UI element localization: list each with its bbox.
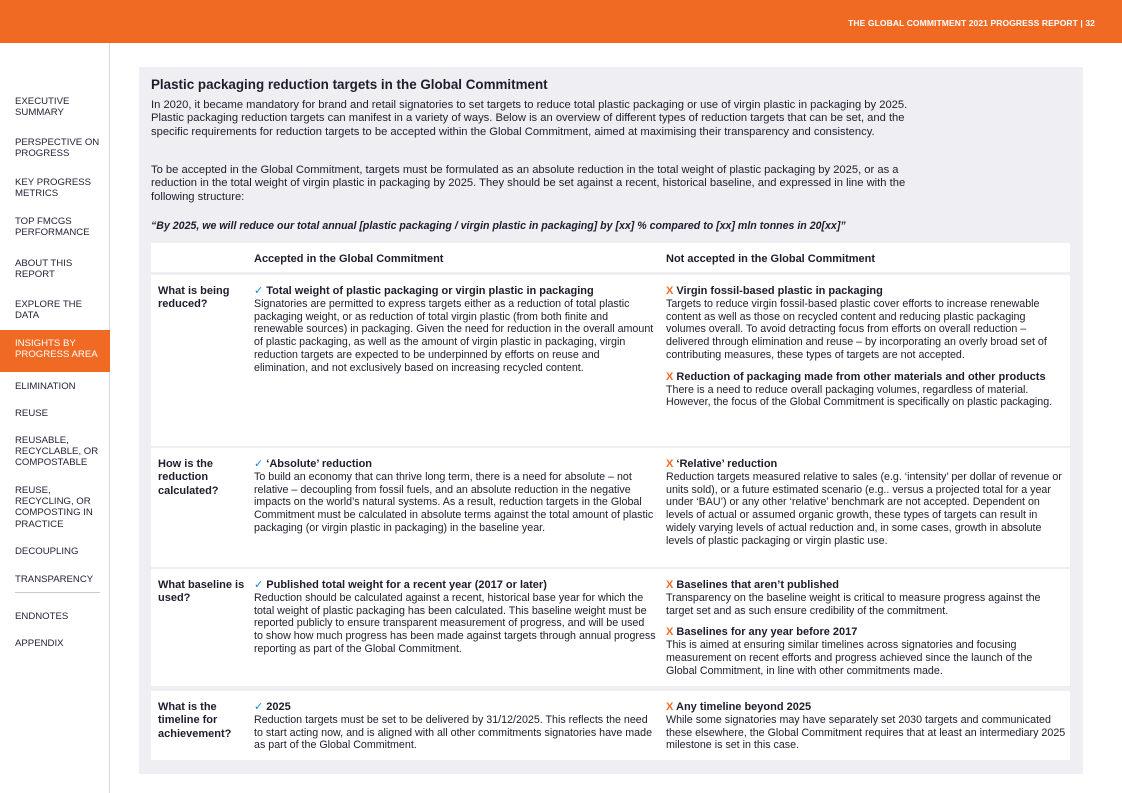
nav-item-elimination[interactable]: ELIMINATION [15, 381, 76, 392]
rejected-text: Targets to reduce virgin fossil-based plastic cover efforts to increase renewable content as well as those on recycled content and reducing plastic packaging volumes overall. To avoid detracting focus from efforts on overall reduction – delivered through elimination and reuse – by incorporating an overly broad set of contributing measures, these types of targets are not accepted. [666, 297, 1047, 361]
rejected-text: While some signatories may have separately set 2030 targets and communicated these elsewhere, the Global Commitment requires that at least an intermediary 2025 milestone is set in this case. [666, 713, 1066, 752]
nav-item-reusable-recyclable-compostable[interactable]: REUSABLE, RECYCLABLE, OR COMPOSTABLE [15, 435, 99, 469]
row-question: What is the timeline for achievement? [158, 701, 232, 740]
table-row [151, 569, 1070, 686]
rejected-title: Baselines that aren’t published [676, 579, 839, 591]
nav-item-perspective-on-progress[interactable]: PERSPECTIVE ON PROGRESS [15, 137, 100, 160]
rejected-cell [666, 458, 1066, 548]
table-header [151, 243, 1070, 272]
accepted-title: Published total weight for a recent year (2017 or later) [266, 579, 547, 591]
accepted-cell [254, 458, 656, 535]
cross-icon: X [666, 626, 674, 639]
nav-item-insights-by-progress-area[interactable]: INSIGHTS BY PROGRESS AREA [0, 330, 110, 372]
rejected-text: Transparency on the baseline weight is critical to measure progress against the target set and as such ensure credibility of the commitment. [666, 591, 1041, 617]
page-title: Plastic packaging reduction targets in the Global Commitment [151, 77, 548, 92]
cross-icon: X [666, 285, 674, 297]
sidebar-nav [0, 43, 110, 793]
accepted-text: Signatories are permitted to express targets either as a reduction of total plastic packaging weight, or as reduction of total virgin plastic (from both finite and renewable sources) in packaging. Given the need for reduction in the overall amount of plastic packaging, as well as the amount of virgin plastic in packaging, virgin reduction targets are expected to be underpinned by efforts on reuse and elimination, and not exclusively based on increasing recycled content. [254, 297, 654, 374]
rejected-title: Reduction of packaging made from other materials and other products [676, 370, 1046, 383]
nav-item-top-fmcgs-performance[interactable]: TOP FMCGS PERFORMANCE [15, 216, 90, 239]
accepted-text: Reduction should be calculated against a recent, historical base year for which the total weight of plastic packaging has been calculated. This baseline weight must be reported publicly to ensure transparent measurement of progress, and will be used to show how much progress has been made against targets through annual progress reporting as part of the Global Commitment. [254, 591, 656, 655]
row-question: What baseline is used? [158, 579, 245, 605]
nav-item-endnotes[interactable]: ENDNOTES [15, 611, 69, 622]
rejected-title: Virgin fossil-based plastic in packaging [676, 285, 883, 297]
table-row [151, 275, 1070, 446]
check-icon: ✓ [254, 579, 264, 591]
cross-icon: X [666, 458, 674, 470]
nav-item-reuse-recycling-composting[interactable]: REUSE, RECYCLING, OR COMPOSTING IN PRACTICE [15, 485, 93, 530]
nav-item-about-this-report[interactable]: ABOUT THIS REPORT [15, 258, 73, 281]
nav-item-transparency[interactable]: TRANSPARENCY [15, 574, 94, 585]
intro-paragraph: In 2020, it became mandatory for brand and retail signatories to set targets to reduce total plastic packaging or use of virgin plastic in packaging by 2025. Plastic packaging reduction targets can manifest in a variety of ways. Below is an overview of different types of reduction targets that can be set, and the specific requirements for reduction targets to be accepted within the Global Commitment, aimed at maximising their transparency and consistency. [151, 99, 908, 138]
nav-item-executive-summary[interactable]: EXECUTIVE SUMMARY [15, 96, 70, 119]
cross-icon: X [666, 579, 674, 591]
nav-item-appendix[interactable]: APPENDIX [15, 638, 64, 649]
nav-item-decoupling[interactable]: DECOUPLING [15, 546, 79, 557]
rejected-text: This is aimed at ensuring similar timelines across signatories and focusing measurement on recent efforts and progress achieved since the launch of the Global Commitment, in line with other commitments made. [666, 639, 1033, 677]
table-row [151, 448, 1070, 567]
header-bar [0, 0, 1122, 43]
table-row [151, 691, 1070, 760]
accepted-text: Reduction targets must be set to be delivered by 31/12/2025. This reflects the need to start acting now, and is aligned with all other commitments signatories have made as part of the Global Commitment. [254, 713, 653, 752]
check-icon: ✓ [254, 701, 264, 713]
row-question: What is being reduced? [158, 285, 230, 311]
target-structure-quote: “By 2025, we will reduce our total annual [plastic packaging / virgin plastic in packaging] by [xx] % compared to [xx] mln tonnes in 20[xx]” [151, 220, 846, 232]
cross-icon: X [666, 701, 674, 713]
header-accepted: Accepted in the Global Commitment [254, 253, 444, 265]
header-not-accepted: Not accepted in the Global Commitment [666, 253, 876, 265]
rejected-text: Reduction targets measured relative to sales (e.g. ‘intensity’ per dollar of revenue or units sold), or a future estimated scenario (e.g.. versus a projected total for a year under ‘BAU’) or any other ‘relative’ benchmark are not accepted. Dependent on levels of actual or assumed organic growth, these types of targets can result in widely varying levels of actual reduction and, in some cases, growth in absolute levels of plastic packaging or virgin plastic use. [666, 470, 1062, 547]
nav-divider [15, 592, 100, 593]
accepted-cell [254, 579, 656, 656]
rejected-title: Baselines for any year before 2017 [676, 626, 858, 639]
accepted-title: ‘Absolute’ reduction [266, 458, 373, 470]
rejected-cell [666, 579, 1066, 678]
rejected-cell [666, 285, 1066, 409]
rejected-cell [666, 701, 1066, 752]
check-icon: ✓ [254, 458, 264, 470]
rejected-title: Any timeline beyond 2025 [676, 701, 812, 713]
rejected-text: There is a need to reduce overall packaging volumes, regardless of material. However, the focus of the Global Commitment is specifically on plastic packaging. [666, 383, 1053, 409]
accepted-title: 2025 [266, 701, 291, 713]
rejected-title: ‘Relative’ reduction [676, 458, 778, 470]
row-question: How is the reduction calculated? [158, 458, 219, 497]
accepted-title: Total weight of plastic packaging or virgin plastic in packaging [266, 285, 594, 297]
accepted-text: To build an economy that can thrive long term, there is a need for absolute – not relative – decoupling from fossil fuels, and an absolute reduction in the negative impacts on the world’s natural systems. As a result, reduction targets in the Global Commitment must be calculated in absolute terms against the total amount of plastic packaging (or virgin plastic in packaging) in the baseline year. [254, 470, 654, 534]
nav-item-explore-the-data[interactable]: EXPLORE THE DATA [15, 299, 83, 322]
accepted-cell [254, 701, 656, 752]
report-title: THE GLOBAL COMMITMENT 2021 PROGRESS REPORT | 32 [848, 18, 1095, 28]
nav-item-reuse[interactable]: REUSE [15, 408, 49, 419]
content-panel [139, 67, 1083, 774]
accepted-cell [254, 285, 656, 375]
check-icon: ✓ [254, 285, 264, 297]
cross-icon: X [666, 370, 674, 383]
requirements-paragraph: To be accepted in the Global Commitment, targets must be formulated as an absolute reduction in the total weight of plastic packaging by 2025, or as a reduction in the total weight of virgin plastic in packaging by 2025. They should be set against a recent, historical baseline, and expressed in line with the following structure: [151, 164, 906, 203]
nav-item-key-progress-metrics[interactable]: KEY PROGRESS METRICS [15, 177, 92, 200]
